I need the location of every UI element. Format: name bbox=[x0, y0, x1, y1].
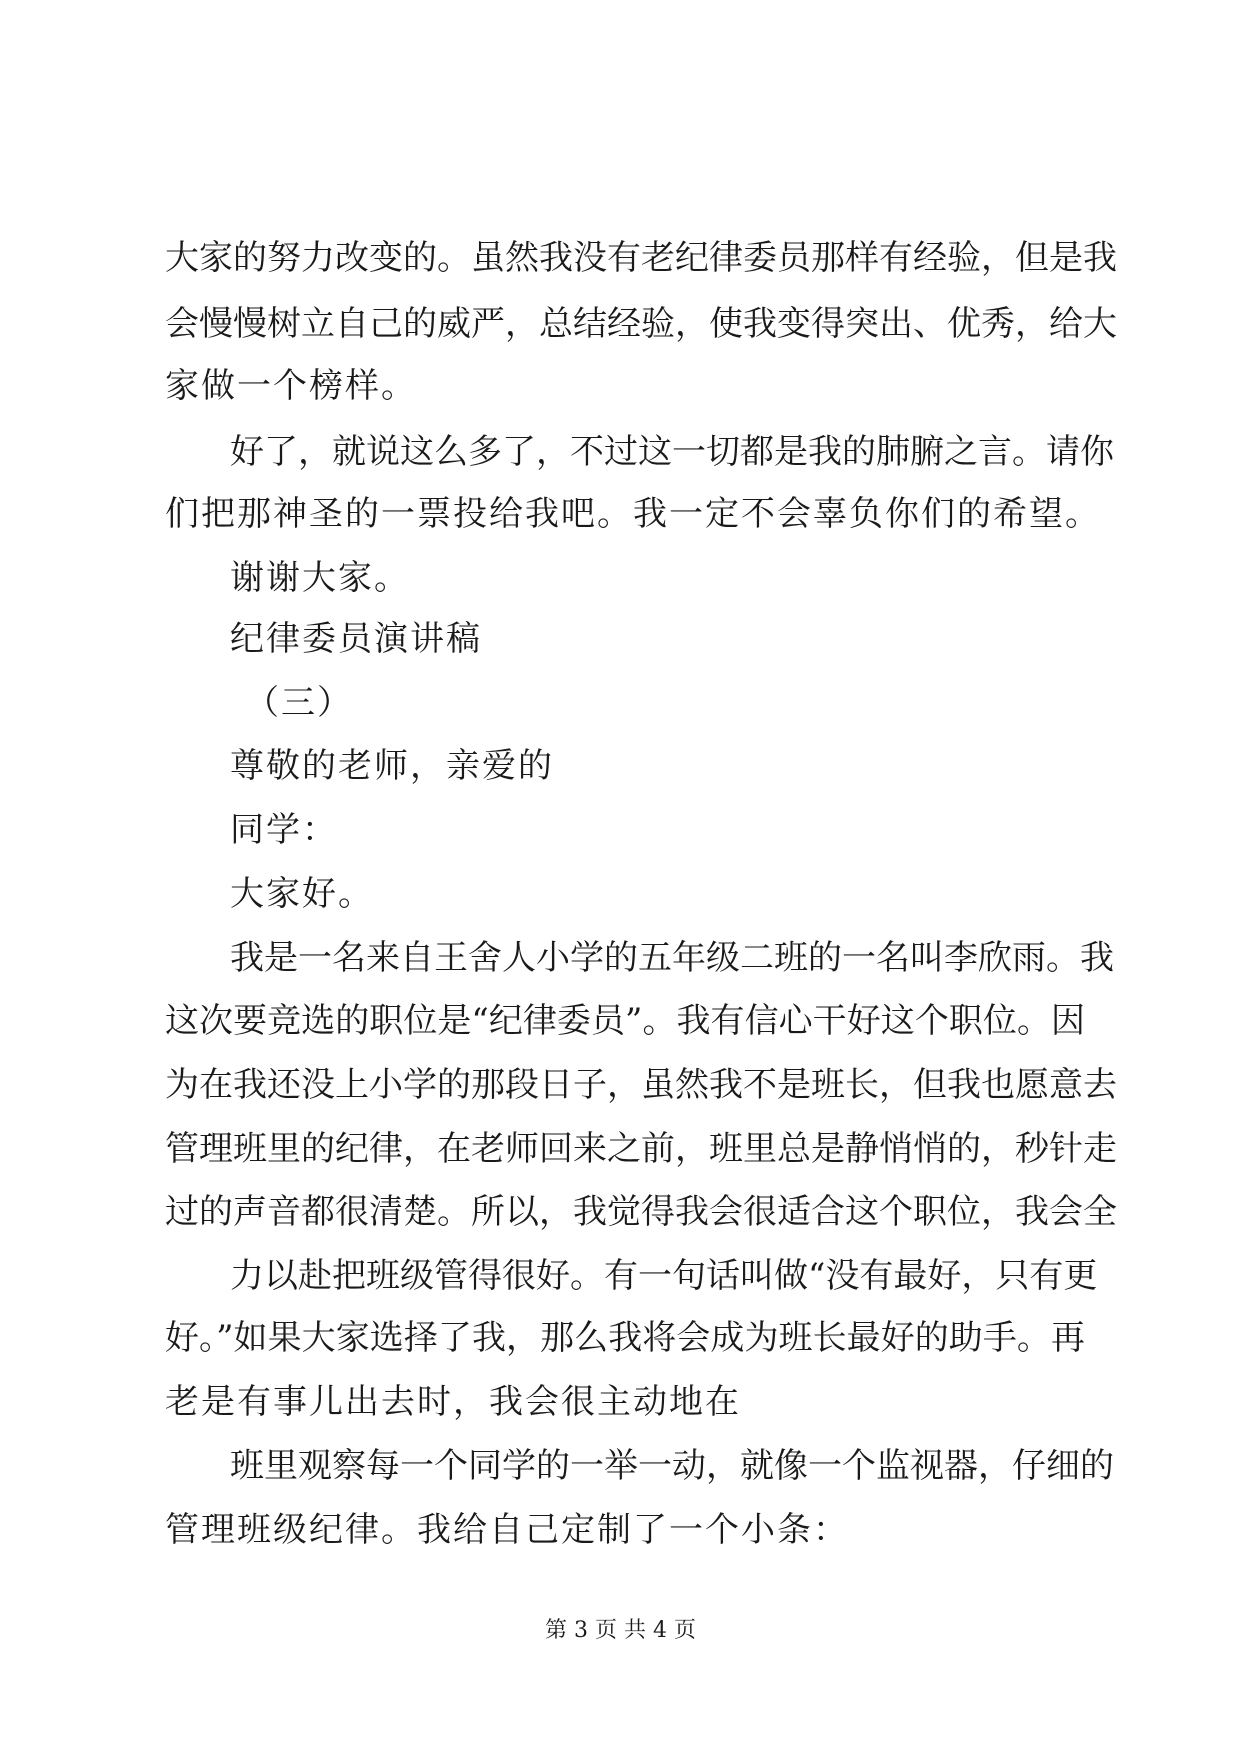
text-line-20: 班里观察每一个同学的一举一动，就像一个监视器，仔细的 bbox=[230, 1446, 1114, 1486]
text-line-15: 管理班里的纪律，在老师回来之前，班里总是静悄悄的，秒针走 bbox=[165, 1129, 1117, 1169]
text-line-14: 为在我还没上小学的那段日子，虽然我不是班长，但我也愿意去 bbox=[165, 1065, 1117, 1105]
section-title: 纪律委员演讲稿 bbox=[230, 619, 482, 659]
text-line-17: 力以赴把班级管得很好。有一句话叫做“没有最好，只有更 bbox=[230, 1256, 1098, 1296]
text-line-3: 家做一个榜样。 bbox=[165, 366, 417, 406]
text-line-1: 大家的努力改变的。虽然我没有老纪律委员那样有经验，但是我 bbox=[165, 238, 1117, 278]
text-line-2: 会慢慢树立自己的威严，总结经验，使我变得突出、优秀，给大 bbox=[165, 304, 1117, 344]
greeting-line-1: 尊敬的老师，亲爱的 bbox=[230, 746, 554, 786]
text-line-12: 我是一名来自王舍人小学的五年级二班的一名叫李欣雨。我 bbox=[230, 938, 1114, 978]
section-number: （三） bbox=[245, 683, 353, 723]
greeting-line-3: 大家好。 bbox=[230, 874, 374, 914]
greeting-line-2: 同学： bbox=[230, 810, 338, 850]
text-line-16: 过的声音都很清楚。所以，我觉得我会很适合这个职位，我会全 bbox=[165, 1192, 1117, 1232]
page-number-footer: 第 3 页 共 4 页 bbox=[545, 1618, 696, 1643]
text-line-13: 这次要竞选的职位是“纪律委员”。我有信心干好这个职位。因 bbox=[165, 1001, 1085, 1041]
text-line-19: 老是有事儿出去时，我会很主动地在 bbox=[165, 1382, 741, 1422]
text-line-4: 好了，就说这么多了，不过这一切都是我的肺腑之言。请你 bbox=[230, 432, 1114, 472]
text-line-6: 谢谢大家。 bbox=[230, 558, 410, 598]
text-line-21: 管理班级纪律。我给自己定制了一个小条： bbox=[165, 1510, 849, 1550]
text-line-5: 们把那神圣的一票投给我吧。我一定不会辜负你们的希望。 bbox=[165, 494, 1101, 534]
text-line-18: 好。”如果大家选择了我，那么我将会成为班长最好的助手。再 bbox=[165, 1318, 1085, 1358]
